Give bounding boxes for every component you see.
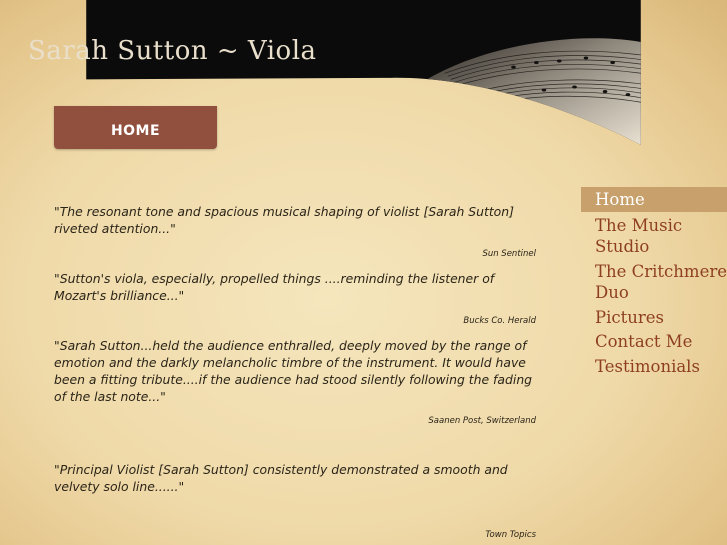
testimonial-source: Bucks Co. Herald [463,316,536,326]
testimonial-source: Town Topics [485,530,536,540]
testimonial-source: Sun Sentinel [482,249,536,259]
site-title: Sarah Sutton ~ Viola [28,36,317,66]
nav-item-home[interactable]: Home [581,187,727,212]
testimonial-quote: "Principal Violist [Sarah Sutton] consistently demonstrated a smooth and velvety solo line......" [54,462,508,494]
testimonial-quote: "Sutton's viola, especially, propelled things ....reminding the listener of Mozart's brilliance..." [54,271,495,303]
home-tab[interactable] [54,106,217,149]
home-tab-label: HOME [110,123,161,139]
testimonial-quote: "Sarah Sutton...held the audience enthralled, deeply moved by the range of emotion and the darkly melancholic timbre of the instrument. It would have been a fitting tribute....if the audience had stood silently following the fading of the last note..." [54,338,533,404]
nav-item-testimonials[interactable]: Testimonials [595,356,700,376]
testimonial-quote: "The resonant tone and spacious musical shaping of violist [Sarah Sutton] riveted attention..." [54,204,514,236]
nav-item-contact-me[interactable]: Contact Me [595,332,693,351]
testimonial-source: Saanen Post, Switzerland [428,416,536,426]
nav-item-music-studio[interactable]: The Music Studio [595,215,683,256]
nav-item-critchmere-duo[interactable]: The Critchmere Duo [595,261,727,302]
nav-item-pictures[interactable]: Pictures [595,307,664,327]
sidebar-nav [581,187,727,380]
